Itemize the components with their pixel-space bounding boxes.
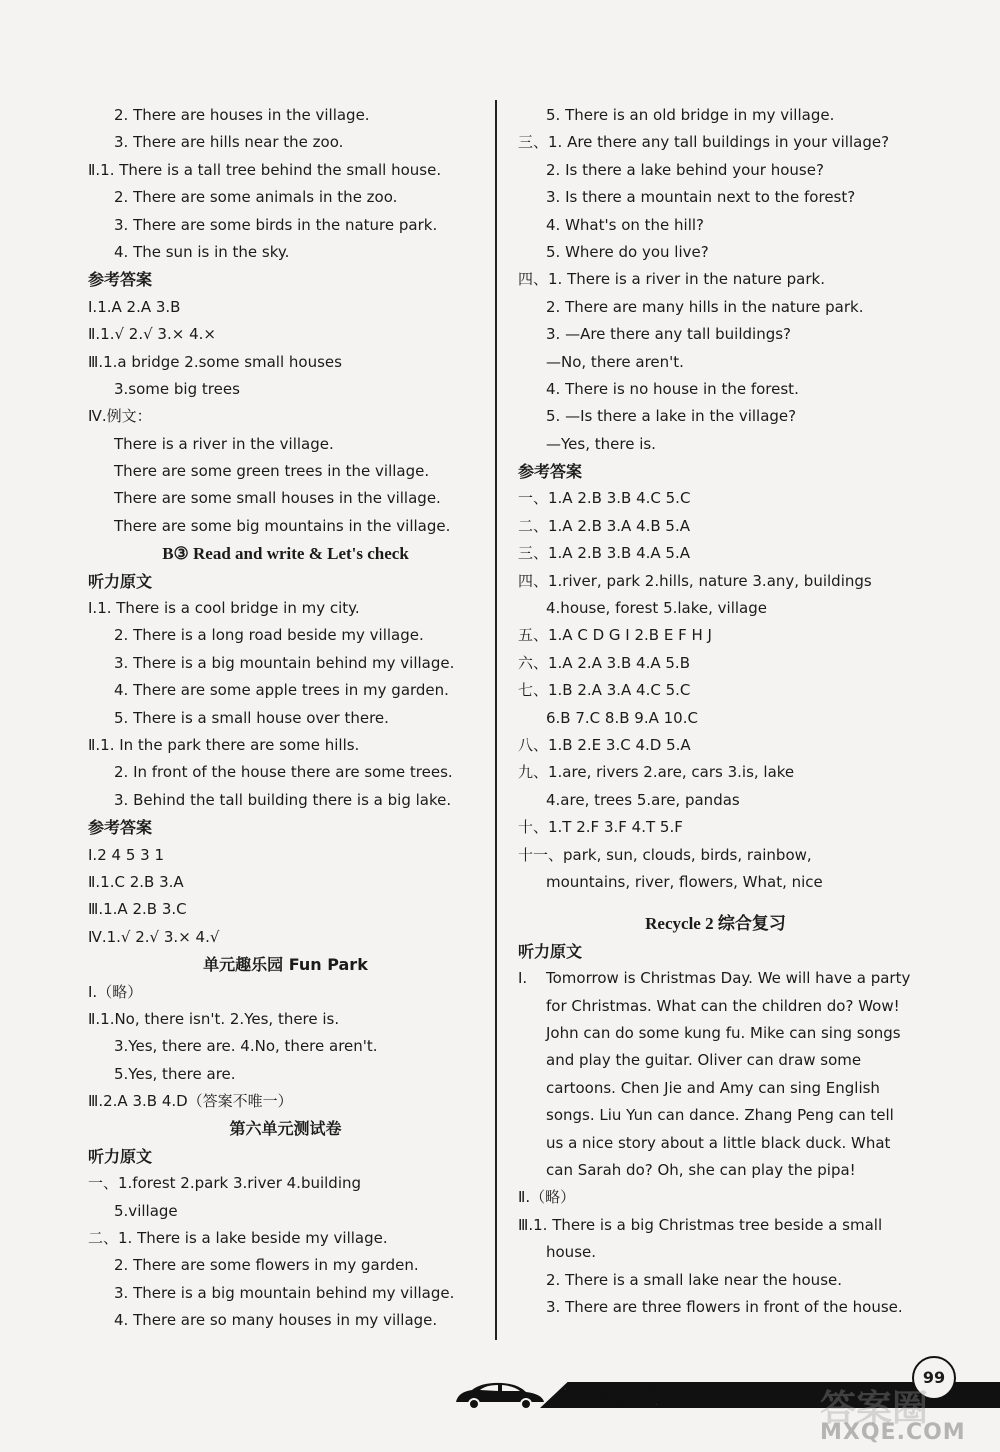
right-line: 九、1.are, rivers 2.are, cars 3.is, lake	[518, 763, 795, 782]
right-top-block	[518, 102, 913, 965]
right-column	[518, 102, 913, 1321]
right-tail-line: Ⅲ.1. There is a big Christmas tree beside a small	[518, 1215, 883, 1234]
car-icon	[452, 1380, 548, 1410]
left-line: 参考答案	[88, 818, 153, 838]
right-tail-line: house.	[546, 1243, 597, 1262]
left-line: 5.Yes, there are.	[114, 1064, 236, 1083]
left-line: Ⅰ.2 4 5 3 1	[88, 845, 164, 864]
left-line: Ⅲ.1.a bridge 2.some small houses	[88, 352, 342, 371]
left-line: 参考答案	[88, 270, 153, 290]
right-line: 4. What's on the hill?	[546, 215, 705, 234]
right-line: 三、1.A 2.B 3.B 4.A 5.A	[518, 544, 690, 563]
right-line: —No, there aren't.	[546, 352, 684, 371]
left-line: Ⅰ.1. There is a cool bridge in my city.	[88, 599, 360, 618]
right-line: 4. There is no house in the forest.	[546, 379, 799, 398]
right-tail-line: 3. There are three flowers in front of the house.	[546, 1297, 903, 1316]
left-line: Ⅱ.1.√ 2.√ 3.× 4.×	[88, 325, 216, 344]
right-tail-line: 2. There is a small lake near the house.	[546, 1270, 843, 1289]
paragraph-text: Tomorrow is Christmas Day. We will have a party for Christmas. What can the children do? Wow! John can do some kung fu. Mike can sing songs and play the guitar. Oliver can draw some cartoons. Chen Jie and Amy can sing English songs. Liu Yun can dance. Zhang Peng can tell us a nice story about a little black duck. What can Sarah do? Oh, she can play the pipa!	[546, 969, 911, 1179]
left-line: There are some big mountains in the village.	[114, 516, 451, 535]
page-number: 99	[912, 1356, 956, 1400]
right-line: 十、1.T 2.F 3.F 4.T 5.F	[518, 818, 683, 837]
left-line: Ⅱ.1. In the park there are some hills.	[88, 735, 360, 754]
watermark-url: MXQE.COM	[820, 1420, 966, 1445]
right-tail-block	[518, 1184, 913, 1321]
left-line: 2. There are some flowers in my garden.	[114, 1256, 419, 1275]
left-line: 3. There are hills near the zoo.	[114, 133, 344, 152]
right-line: 4.house, forest 5.lake, village	[546, 599, 767, 618]
left-line: 2. There are houses in the village.	[114, 106, 370, 124]
right-line: 十一、park, sun, clouds, birds, rainbow,	[518, 845, 812, 864]
right-line: 参考答案	[518, 462, 583, 482]
right-line: 2. Is there a lake behind your house?	[546, 160, 824, 179]
left-line: Ⅳ.例文：	[88, 407, 152, 426]
listening-paragraph	[518, 965, 913, 1184]
right-line: 三、1. Are there any tall buildings in your village?	[518, 133, 890, 152]
left-line: 2. There are some animals in the zoo.	[114, 188, 398, 207]
left-line: There are some green trees in the village.	[114, 462, 430, 481]
right-line: —Yes, there is.	[546, 434, 656, 453]
left-line: 5.village	[114, 1201, 178, 1220]
right-line: 听力原文	[518, 941, 583, 961]
right-line: 4.are, trees 5.are, pandas	[546, 790, 740, 809]
right-line: mountains, river, flowers, What, nice	[546, 872, 823, 891]
column-divider	[495, 100, 497, 1340]
left-line: 3.Yes, there are. 4.No, there aren't.	[114, 1037, 378, 1056]
left-line: 4. There are some apple trees in my garden.	[114, 681, 449, 700]
left-line: 2. In front of the house there are some trees.	[114, 763, 453, 782]
left-line: 4. There are so many houses in my village.	[114, 1311, 438, 1330]
right-line: 5. There is an old bridge in my village.	[546, 106, 835, 124]
left-line: 听力原文	[88, 1146, 153, 1166]
left-line: Ⅲ.1.A 2.B 3.C	[88, 900, 187, 919]
left-line: 一、1.forest 2.park 3.river 4.building	[88, 1174, 362, 1193]
left-line: 3. There is a big mountain behind my village.	[114, 1283, 455, 1302]
footer-label: 参考答案	[560, 1382, 660, 1410]
left-line: Ⅳ.1.√ 2.√ 3.× 4.√	[88, 927, 220, 946]
left-line: Ⅱ.1. There is a tall tree behind the small house.	[88, 160, 442, 179]
left-line: 第六单元测试卷	[229, 1119, 342, 1139]
right-line: 四、1.river, park 2.hills, nature 3.any, buildings	[518, 571, 872, 590]
left-line: Ⅲ.2.A 3.B 4.D（答案不唯一）	[88, 1092, 293, 1111]
right-line: 6.B 7.C 8.B 9.A 10.C	[546, 708, 698, 727]
right-line: 二、1.A 2.B 3.A 4.B 5.A	[518, 516, 690, 535]
paragraph-marker: Ⅰ.	[518, 969, 528, 988]
left-line: 2. There is a long road beside my village.	[114, 626, 424, 645]
right-line: 5. Where do you live?	[546, 242, 709, 261]
left-line: 4. The sun is in the sky.	[114, 242, 290, 261]
left-line: 5. There is a small house over there.	[114, 708, 389, 727]
left-line: 3. There is a big mountain behind my village.	[114, 653, 455, 672]
right-line: 八、1.B 2.E 3.C 4.D 5.A	[518, 735, 691, 754]
right-line: 3. —Are there any tall buildings?	[546, 325, 792, 344]
left-line: Ⅰ.1.A 2.A 3.B	[88, 297, 181, 316]
right-line: 五、1.A C D G I 2.B E F H J	[518, 626, 712, 645]
left-line: There are some small houses in the village.	[114, 489, 441, 508]
right-line: 四、1. There is a river in the nature park.	[518, 270, 825, 289]
left-line: B③ Read and write & Let's check	[162, 544, 409, 564]
left-line: Ⅰ.（略）	[88, 982, 143, 1001]
watermark-logo: 答案圈	[820, 1388, 929, 1429]
left-line: Ⅱ.1.C 2.B 3.A	[88, 872, 184, 891]
right-line: 七、1.B 2.A 3.A 4.C 5.C	[518, 681, 691, 700]
left-column	[88, 102, 483, 1335]
right-line: Recycle 2 综合复习	[645, 914, 786, 934]
right-line: 5. —Is there a lake in the village?	[546, 407, 797, 426]
left-line: 听力原文	[88, 571, 153, 591]
right-line: 2. There are many hills in the nature park.	[546, 297, 864, 316]
left-line: 3.some big trees	[114, 379, 240, 398]
right-line: 六、1.A 2.A 3.B 4.A 5.B	[518, 653, 690, 672]
right-line	[518, 896, 913, 910]
left-line: 二、1. There is a lake beside my village.	[88, 1229, 388, 1248]
left-line: 3. There are some birds in the nature park.	[114, 215, 438, 234]
left-line: There is a river in the village.	[114, 434, 334, 453]
right-line: 3. Is there a mountain next to the forest?	[546, 188, 856, 207]
left-line: 3. Behind the tall building there is a big lake.	[114, 790, 452, 809]
right-line: 一、1.A 2.B 3.B 4.C 5.C	[518, 489, 691, 508]
left-line: 单元趣乐园 Fun Park	[203, 955, 368, 975]
right-tail-line: Ⅱ.（略）	[518, 1188, 576, 1207]
left-line: Ⅱ.1.No, there isn't. 2.Yes, there is.	[88, 1009, 340, 1028]
